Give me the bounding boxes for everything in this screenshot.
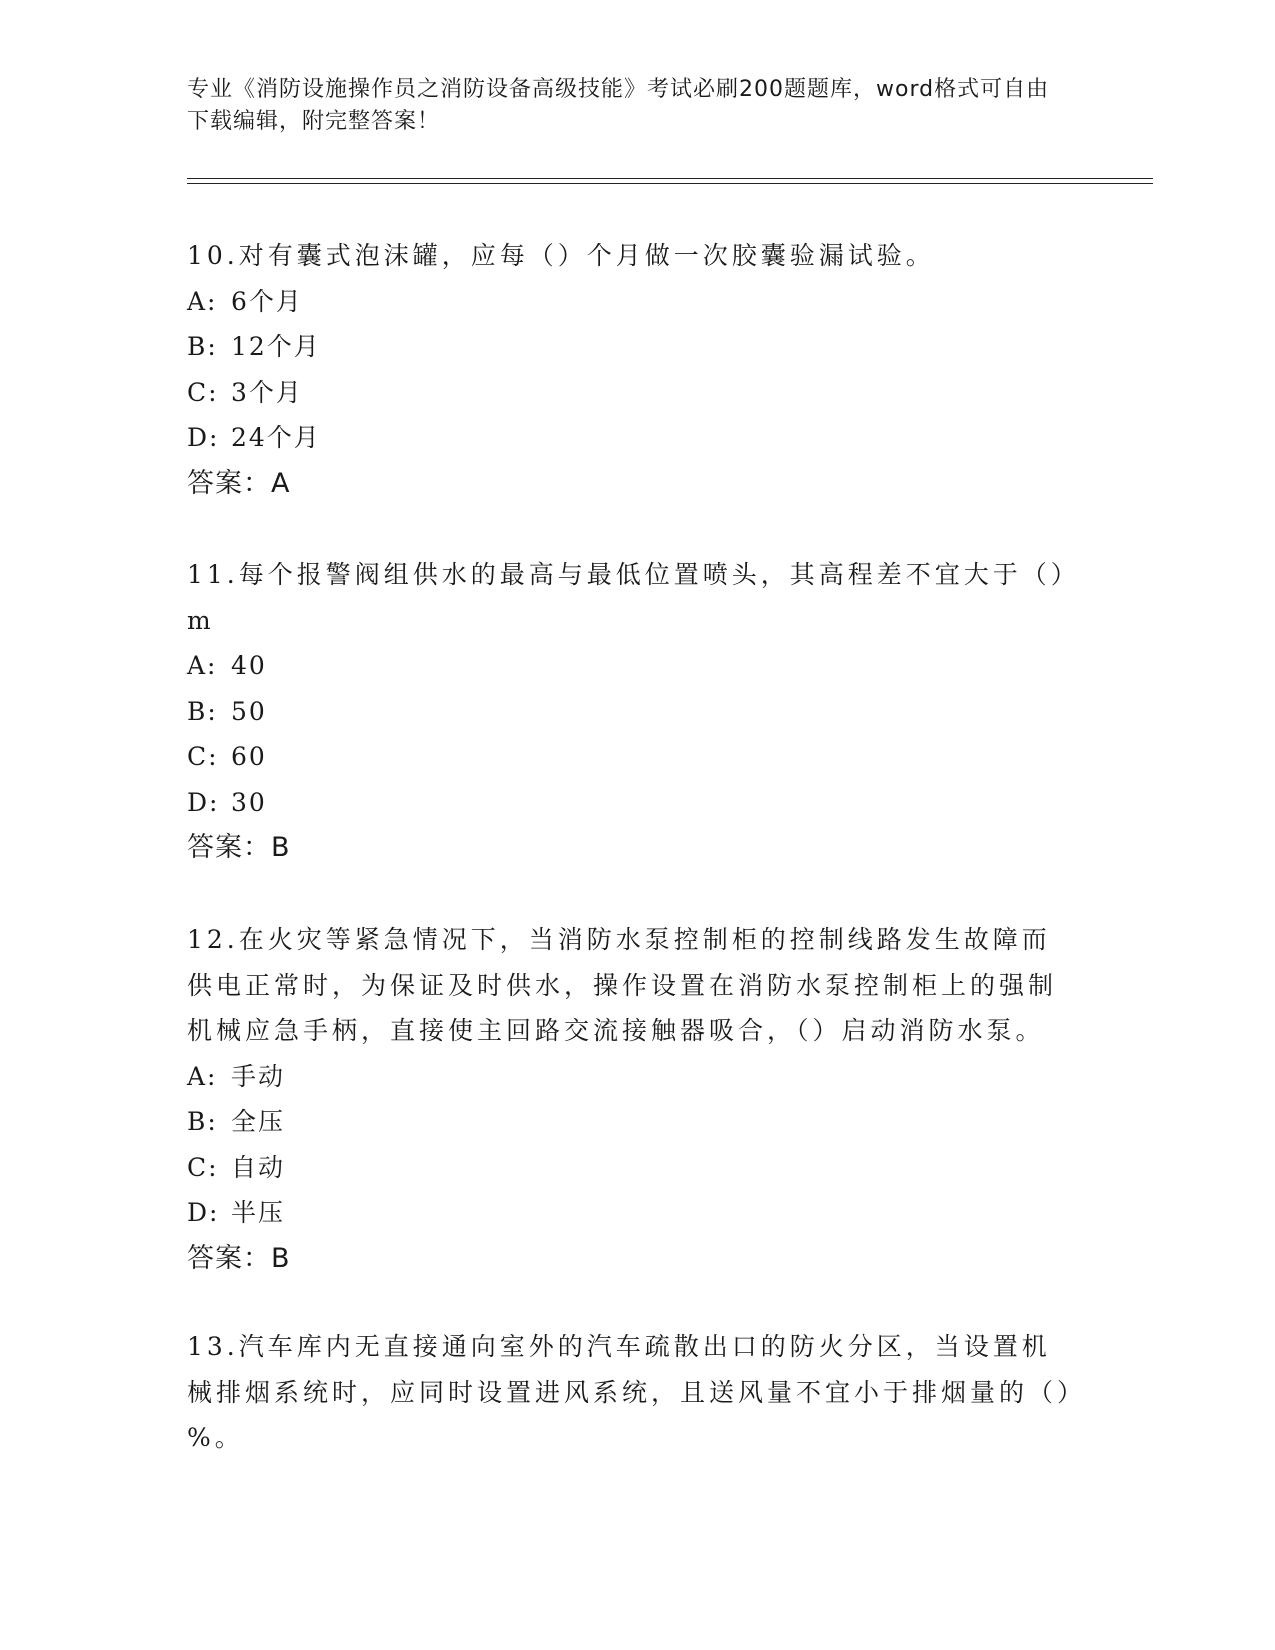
option-text: 24个月 [231,423,321,452]
option-a [187,279,1077,325]
option-text: 30 [231,787,267,817]
option-label: B: [187,696,218,726]
option-text: 3个月 [231,377,303,407]
option-label: C: [187,742,219,771]
option-text: 全压 [231,1107,286,1136]
option-label: A: [187,651,218,680]
option-text: 60 [231,742,267,771]
document-title: 专业《消防设施操作员之消防设备高级技能》考试必刷200题题库，word格式可自由下载编辑，附完整答案！ [187,77,1050,134]
option-c [187,734,1077,780]
question-stem: 12.在火灾等紧急情况下，当消防水泵控制柜的控制线路发生故障而供电正常时，为保证及时供水，操作设置在消防水泵控制柜上的强制机械应急手柄，直接使主回路交流接触器吸合，（）启动消防水泵。 [187,925,1058,1045]
option-label: D: [187,787,220,817]
question-12 [187,917,1077,1281]
header-divider-bottom [187,183,1153,184]
question-13 [187,1324,1077,1461]
option-label: C: [187,1152,219,1182]
option-b [187,1099,1077,1145]
option-c [187,1145,1077,1191]
question-stem: 11.每个报警阀组供水的最高与最低位置喷头，其高程差不宜大于（）m [187,560,1068,635]
header-divider-top [187,178,1153,179]
question-stem: 13.汽车库内无直接通向室外的汽车疏散出口的防火分区，当设置机械排烟系统时，应同时设置进风系统，且送风量不宜小于排烟量的（）%。 [187,1332,1074,1452]
option-text: 自动 [231,1152,286,1182]
option-label: C: [187,377,219,407]
option-a [187,643,1077,689]
option-label: A: [187,1061,218,1091]
option-text: 50 [231,696,267,726]
question-stem: 10.对有囊式泡沫罐，应每（）个月做一次胶囊验漏试验。 [187,241,935,270]
option-label: B: [187,1107,218,1136]
option-list [187,1054,1077,1236]
option-list [187,279,1077,461]
option-label: B: [187,332,218,361]
option-a [187,1054,1077,1100]
option-c [187,370,1077,416]
answer: 答案：B [187,1242,291,1274]
option-b [187,689,1077,735]
option-label: D: [187,1198,220,1227]
option-text: 6个月 [231,286,303,316]
option-b [187,324,1077,370]
answer: 答案：B [187,832,291,863]
option-text: 手动 [231,1061,286,1091]
question-10 [187,233,1077,506]
question-11 [187,552,1077,871]
option-text: 12个月 [231,332,321,361]
option-label: A: [187,286,218,316]
option-d [187,780,1077,826]
option-text: 半压 [231,1198,286,1227]
option-text: 40 [231,651,267,680]
option-d [187,1190,1077,1236]
answer: 答案：A [187,467,291,499]
option-label: D: [187,423,220,452]
option-d [187,415,1077,461]
option-list [187,643,1077,825]
